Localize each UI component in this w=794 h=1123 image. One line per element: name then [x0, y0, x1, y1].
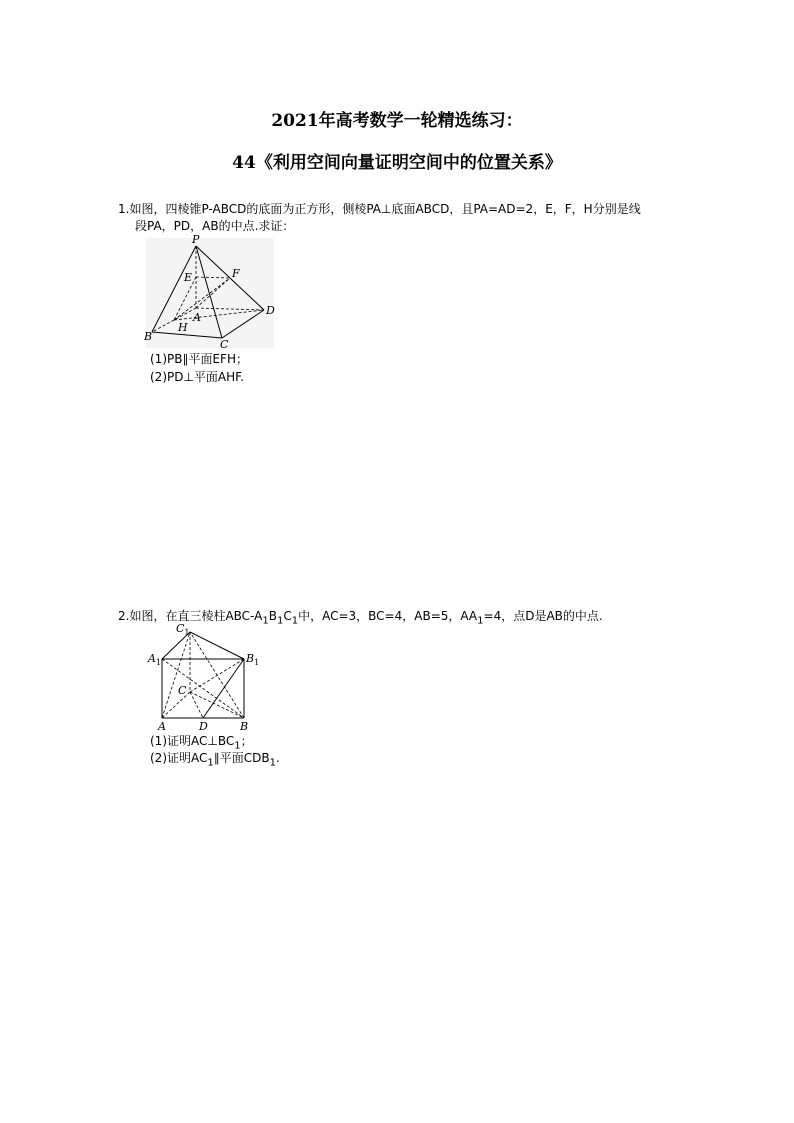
q2-part2 [150, 750, 280, 771]
label-A: A [158, 720, 166, 733]
q2-sub: 1 [269, 757, 276, 769]
label-A1: $A_1$ [148, 652, 162, 667]
q2-text-c: C [283, 609, 292, 623]
q1-part1: (1)PB∥平面EFH； [150, 352, 248, 366]
q2-text-e: =4，点D是AB的中点. [483, 609, 603, 623]
label-E: E [184, 271, 193, 284]
q1-part2: (2)PD⊥平面AHF. [150, 370, 244, 384]
q2-part1-text: (1)证明AC⊥BC [150, 734, 235, 748]
q1-pyramid-figure [140, 232, 280, 350]
segment-A1B [162, 659, 244, 718]
q2-part2-mid: ∥平面CDB [213, 751, 270, 765]
label-A: A [193, 311, 201, 324]
q2-sub: 1 [477, 615, 484, 627]
label-H: H [178, 321, 188, 334]
q2-sub: 1 [276, 615, 284, 627]
q2-part1-end: ； [240, 734, 253, 748]
page-title-line1: 2021年高考数学一轮精选练习： [271, 111, 523, 131]
page-title-line2: 44《利用空间向量证明空间中的位置关系》 [232, 153, 562, 173]
label-C1: $C_1$ [176, 622, 190, 637]
q2-part2-text: (2)证明AC [150, 751, 208, 765]
label-C: C [178, 684, 187, 697]
label-D: D [199, 720, 208, 733]
q2-part2-end: . [276, 751, 280, 765]
q2-text-b: B [268, 609, 277, 623]
q2-sub: 1 [291, 615, 299, 627]
label-P: P [192, 233, 200, 246]
q2-text-a: 2.如图，在直三棱柱ABC-A [118, 609, 263, 623]
label-B: B [144, 330, 153, 343]
segment-DB1 [203, 659, 244, 718]
q2-prism-figure [140, 622, 260, 734]
label-C: C [220, 338, 229, 350]
q1-statement-line1: 1.如图，四棱锥P-ABCD的底面为正方形，侧棱PA⊥底面ABCD，且PA=AD=2，E，F，H分别是线 [118, 202, 641, 216]
q2-sub: 1 [207, 757, 214, 769]
q1-statement-line2: 段PA，PD，AB的中点.求证： [135, 219, 295, 233]
q2-text-d: 中，AC=3，BC=4，AB=5，AA [298, 609, 478, 623]
q2-sub: 1 [234, 740, 241, 752]
segment-CD [190, 692, 203, 718]
label-D: D [266, 304, 275, 317]
segment-CB1 [190, 659, 244, 692]
label-B: B [240, 720, 249, 733]
label-F: F [232, 267, 240, 280]
label-B1: $B_1$ [246, 652, 260, 667]
q2-sub: 1 [262, 615, 269, 627]
